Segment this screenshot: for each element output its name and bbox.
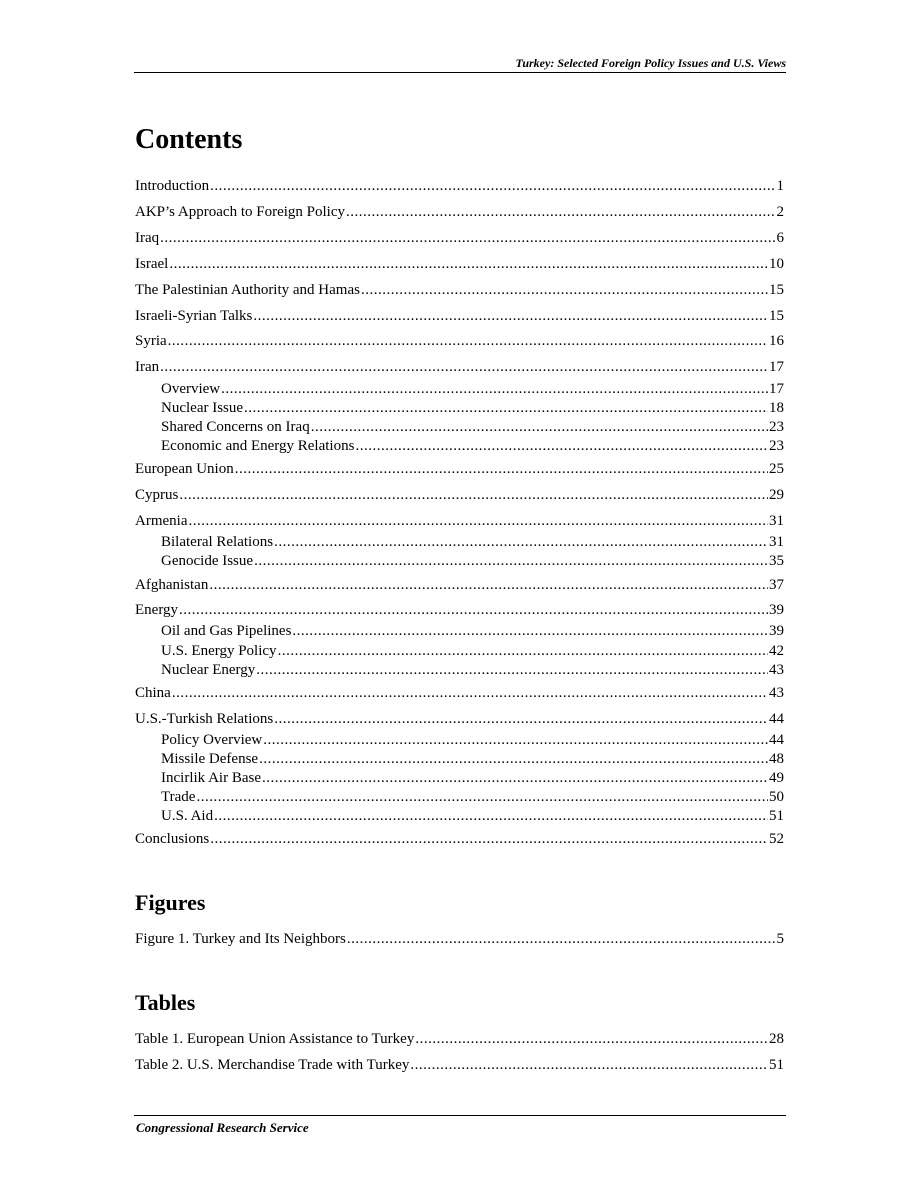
toc-page: 15 [769,282,784,298]
toc-title: Table 2. U.S. Merchandise Trade with Turkey [135,1057,410,1073]
toc-entry-palestinian-authority[interactable] [135,281,784,299]
toc-title: Cyprus [135,487,179,503]
toc-page: 17 [769,359,784,375]
toc-page: 10 [769,256,784,272]
dot-leader [160,358,768,376]
dot-leader [168,332,768,350]
toc-title: Israel [135,256,169,272]
toc-subentry-genocide-issue[interactable] [161,552,784,570]
toc-title: Iraq [135,230,160,246]
toc-title: Armenia [135,513,188,529]
dot-leader [172,684,768,702]
dot-leader [274,710,768,728]
dot-leader [278,642,768,660]
dot-leader [196,788,768,806]
toc-page: 39 [769,602,784,618]
toc-entry-israel[interactable] [135,255,784,273]
toc-page: 18 [769,400,784,416]
toc-page: 51 [769,1057,784,1073]
toc-title: Introduction [135,178,210,194]
toc-page: 23 [769,419,784,435]
toc-page: 1 [776,178,784,194]
running-header [134,56,786,73]
running-title: Turkey: Selected Foreign Policy Issues and U.S. Views [515,56,786,70]
toc-subentry-oil-gas-pipelines[interactable] [161,622,784,640]
toc-page: 44 [769,711,784,727]
figure-entry[interactable] [135,930,784,948]
toc-title: Iran [135,359,160,375]
toc-entry-cyprus[interactable] [135,486,784,504]
toc-entry-iraq[interactable] [135,229,784,247]
toc-title: Israeli-Syrian Talks [135,308,253,324]
toc-title: Overview [161,381,221,397]
toc-title: Policy Overview [161,732,263,748]
toc-entry-armenia[interactable] [135,512,784,530]
toc-title: Oil and Gas Pipelines [161,623,292,639]
toc-title: Genocide Issue [161,553,254,569]
table-entry[interactable] [135,1030,784,1048]
toc-subentry-nuclear-energy[interactable] [161,661,784,679]
toc-subentry-incirlik-air-base[interactable] [161,769,784,787]
dot-leader [179,486,768,504]
toc-title: The Palestinian Authority and Hamas [135,282,360,298]
toc-title: U.S. Aid [161,808,214,824]
toc-entry-iran[interactable] [135,358,784,376]
dot-leader [254,552,768,570]
toc-page: 15 [769,308,784,324]
toc-page: 48 [769,751,784,767]
toc-page: 16 [769,333,784,349]
toc-page: 29 [769,487,784,503]
dot-leader [410,1056,768,1074]
dot-leader [209,576,768,594]
toc-page: 31 [769,513,784,529]
toc-entry-china[interactable] [135,684,784,702]
toc-title: U.S. Energy Policy [161,643,277,659]
toc-title: AKP’s Approach to Foreign Policy [135,204,345,220]
toc-title: Nuclear Issue [161,400,244,416]
toc-title: Energy [135,602,179,618]
toc-title: Table 1. European Union Assistance to Turkey [135,1031,415,1047]
toc-title: Shared Concerns on Iraq [161,419,310,435]
dot-leader [263,731,768,749]
toc-title: Incirlik Air Base [161,770,261,786]
toc-subentry-bilateral-relations[interactable] [161,533,784,551]
toc-page: 52 [769,831,784,847]
dot-leader [256,661,768,679]
dot-leader [253,307,768,325]
toc-title: Conclusions [135,831,210,847]
toc-page: 44 [769,732,784,748]
dot-leader [262,769,768,787]
dot-leader [355,437,768,455]
toc-page: 5 [776,931,784,947]
dot-leader [259,750,768,768]
toc-page: 6 [776,230,784,246]
toc-subentry-us-aid[interactable] [161,807,784,825]
footer-org: Congressional Research Service [136,1120,309,1135]
toc-title: Figure 1. Turkey and Its Neighbors [135,931,346,947]
toc-page: 49 [769,770,784,786]
toc-page: 43 [769,685,784,701]
dot-leader [235,460,768,478]
toc-subentry-overview[interactable] [161,380,784,398]
dot-leader [214,807,768,825]
toc-page: 2 [776,204,784,220]
table-entry[interactable] [135,1056,784,1074]
toc-subentry-policy-overview[interactable] [161,731,784,749]
toc-title: Bilateral Relations [161,534,274,550]
toc-subentry-us-energy-policy[interactable] [161,642,784,660]
dot-leader [221,380,768,398]
footer-rule [134,1115,786,1116]
toc-title: Nuclear Energy [161,662,256,678]
toc-page: 31 [769,534,784,550]
toc-entry-akp-approach[interactable] [135,203,784,221]
dot-leader [160,229,775,247]
contents-heading: Contents [135,124,243,155]
toc-title: China [135,685,171,701]
toc-page: 39 [769,623,784,639]
toc-entry-us-turkish-relations[interactable] [135,710,784,728]
toc-page: 37 [769,577,784,593]
dot-leader [244,399,768,417]
toc-title: Economic and Energy Relations [161,438,355,454]
dot-leader [188,512,768,530]
toc-entry-energy[interactable] [135,601,784,619]
dot-leader [346,203,776,221]
toc-subentry-trade[interactable] [161,788,784,806]
toc-subentry-nuclear-issue[interactable] [161,399,784,417]
toc-page: 28 [769,1031,784,1047]
toc-title: Missile Defense [161,751,259,767]
toc-title: Trade [161,789,196,805]
toc-page: 25 [769,461,784,477]
dot-leader [210,830,768,848]
toc-page: 51 [769,808,784,824]
dot-leader [415,1030,768,1048]
toc-entry-conclusions[interactable] [135,830,784,848]
dot-leader [361,281,768,299]
dot-leader [311,418,768,436]
tables-heading: Tables [135,990,196,1015]
toc-entry-israeli-syrian-talks[interactable] [135,307,784,325]
toc-subentry-economic-energy[interactable] [161,437,784,455]
figures-heading: Figures [135,890,206,915]
toc-page: 43 [769,662,784,678]
toc-entry-introduction[interactable] [135,177,784,195]
toc-entry-afghanistan[interactable] [135,576,784,594]
dot-leader [347,930,776,948]
toc-title: European Union [135,461,234,477]
toc-entry-european-union[interactable] [135,460,784,478]
dot-leader [210,177,775,195]
dot-leader [274,533,768,551]
toc-title: U.S.-Turkish Relations [135,711,274,727]
toc-title: Syria [135,333,167,349]
toc-page: 23 [769,438,784,454]
toc-page: 50 [769,789,784,805]
toc-subentry-shared-concerns-iraq[interactable] [161,418,784,436]
toc-entry-syria[interactable] [135,332,784,350]
toc-title: Afghanistan [135,577,209,593]
dot-leader [292,622,768,640]
dot-leader [169,255,768,273]
toc-page: 35 [769,553,784,569]
dot-leader [179,601,768,619]
toc-subentry-missile-defense[interactable] [161,750,784,768]
toc-page: 17 [769,381,784,397]
toc-page: 42 [769,643,784,659]
